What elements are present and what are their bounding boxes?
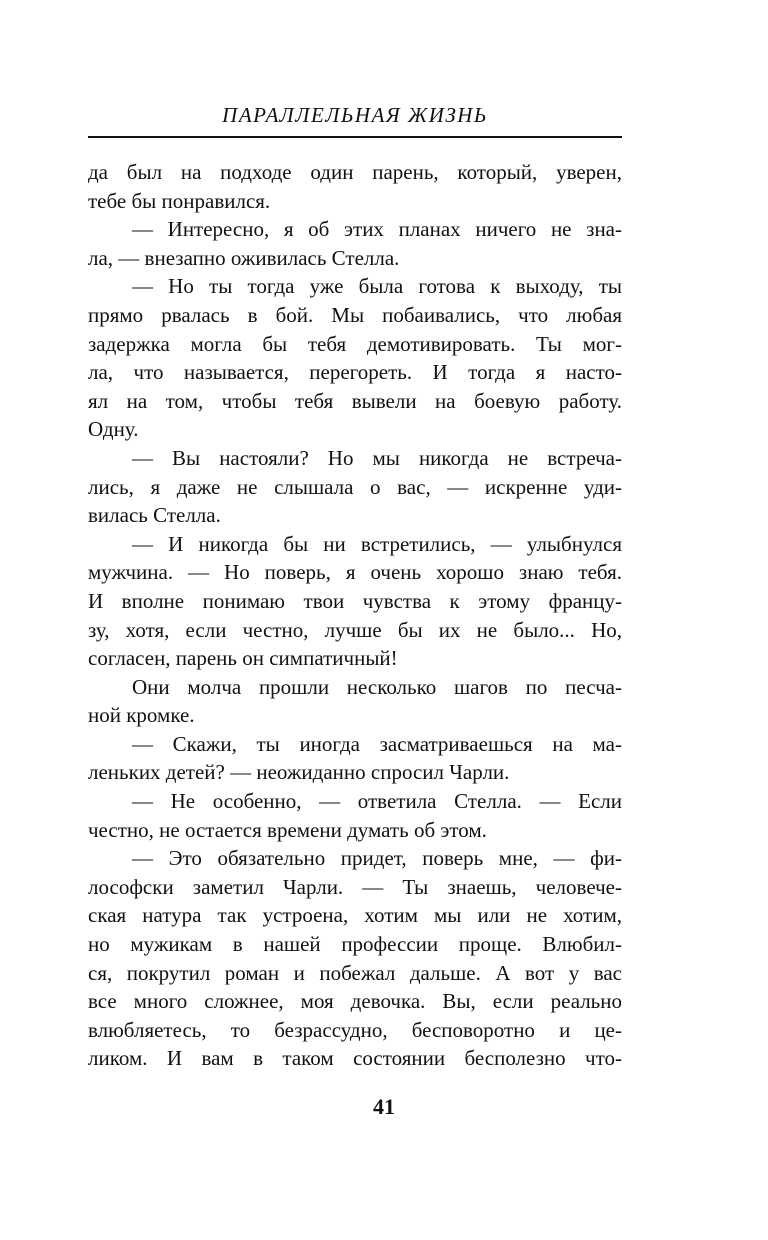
text-line: — Не особенно, — ответила Стелла. — Если — [132, 789, 622, 814]
text-line: — Интересно, я об этих планах ничего не зна- — [132, 217, 622, 242]
text-line: вилась Стелла. — [88, 503, 221, 528]
text-line: Одну. — [88, 417, 139, 442]
text-line: — Скажи, ты иногда засматриваешься на ма- — [132, 731, 622, 756]
text-line: ла, — внезапно оживилась Стелла. — [88, 245, 400, 270]
text-line: но мужикам в нашей профессии проще. Влюбил- — [88, 932, 622, 957]
text-line: ла, что называется, перегореть. И тогда я насто- — [88, 360, 622, 385]
text-line: ся, покрутил роман и побежал дальше. А вот у вас — [88, 960, 622, 985]
text-line: зу, хотя, если честно, лучше бы их не было... Но, — [88, 617, 622, 642]
page-number: 41 — [373, 1094, 395, 1119]
text-line: — Вы настояли? Но мы никогда не встреча- — [132, 445, 622, 470]
text-line: — Это обязательно придет, поверь мне, — фи- — [132, 846, 622, 871]
text-line: ская натура так устроена, хотим мы или не хотим, — [88, 903, 622, 928]
running-head: ПАРАЛЛЕЛЬНАЯ ЖИЗНЬ — [222, 103, 488, 127]
text-line: Они молча прошли несколько шагов по песча- — [132, 674, 622, 699]
text-line: влюбляетесь, то безрассудно, бесповоротно и це- — [88, 1017, 622, 1042]
text-line: лософски заметил Чарли. — Ты знаешь, человече- — [88, 874, 622, 899]
text-line: — Но ты тогда уже была готова к выходу, ты — [132, 274, 622, 299]
text-line: все много сложнее, моя девочка. Вы, если реально — [88, 989, 622, 1014]
text-line: прямо рвалась в бой. Мы побаивались, что любая — [88, 302, 622, 327]
body-text — [88, 158, 622, 1073]
text-line: задержка могла бы тебя демотивировать. Ты мог- — [88, 331, 622, 356]
text-line: леньких детей? — неожиданно спросил Чарли. — [88, 760, 510, 785]
text-line: согласен, парень он симпатичный! — [88, 646, 398, 671]
text-line: ной кромке. — [88, 703, 195, 728]
text-line: тебе бы понравился. — [88, 188, 271, 213]
text-line: ял на том, чтобы тебя вывели на боевую работу. — [88, 388, 622, 413]
text-line: да был на подходе один парень, который, уверен, — [88, 160, 622, 184]
text-line: честно, не остается времени думать об этом. — [88, 817, 487, 842]
text-line: ликом. И вам в таком состоянии бесполезно что- — [88, 1046, 622, 1071]
header-rule — [88, 136, 622, 138]
text-line: — И никогда бы ни встретились, — улыбнулся — [132, 531, 622, 556]
text-line: И вполне понимаю твои чувства к этому францу- — [88, 588, 622, 613]
text-line: мужчина. — Но поверь, я очень хорошо знаю тебя. — [88, 560, 622, 585]
text-line: лись, я даже не слышала о вас, — искренне уди- — [88, 474, 622, 499]
